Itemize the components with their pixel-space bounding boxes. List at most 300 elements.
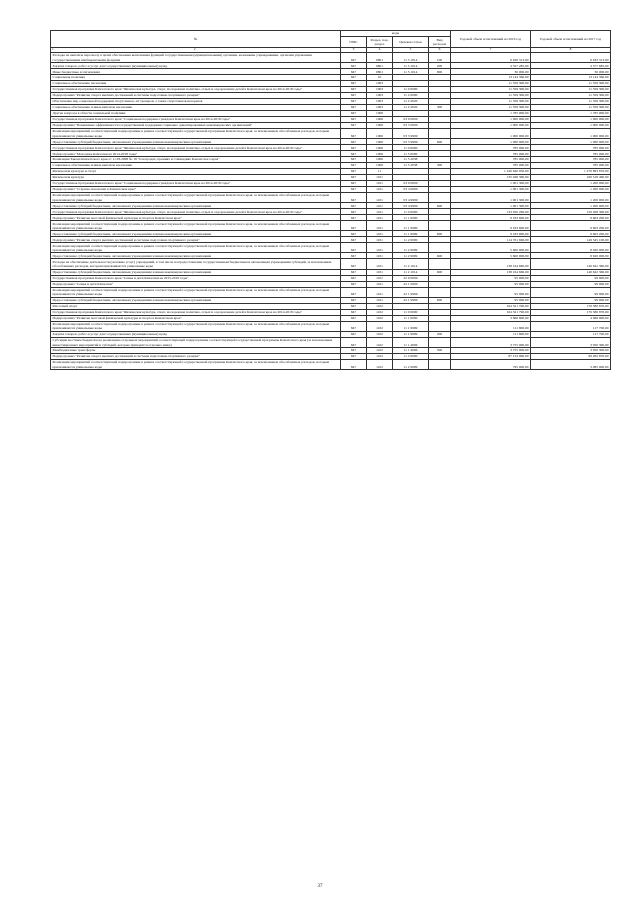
row-name: Социальное обеспечение населения bbox=[51, 81, 341, 87]
row-target-article: 03 5 9999 bbox=[393, 139, 429, 145]
row-razdel: 1006 bbox=[367, 128, 393, 138]
row-amount-2017: 11 359 300,00 bbox=[531, 105, 611, 111]
row-razdel: 1102 bbox=[367, 321, 393, 331]
row-name: Предоставление субсидий бюджетным, автономным учреждениям и иным некоммерческим организациям bbox=[51, 297, 341, 303]
row-razdel: 1003 bbox=[367, 87, 393, 93]
row-amount-2016: 1 001 300,00 bbox=[451, 187, 531, 193]
row-name: Социальное обеспечение и иные выплаты населению bbox=[51, 105, 341, 111]
header-2016: Годовой объем ассигнований на 2016 год bbox=[451, 31, 531, 48]
budget-table bbox=[50, 30, 611, 370]
row-razdel: 1006 bbox=[367, 122, 393, 128]
row-target-article: 11 1 0000 bbox=[393, 315, 429, 321]
row-name: Подпрограмма "Повышение эффективности государственной поддержки социально ориентированных некоммерческих организаций" bbox=[51, 122, 341, 128]
row-razdel: 1006 bbox=[367, 139, 393, 145]
column-number: 1 bbox=[52, 47, 54, 52]
header-tsel: Целевая статья bbox=[393, 37, 429, 48]
row-razdel: 1101 bbox=[367, 259, 393, 269]
row-target-article: 11 1 9999 bbox=[393, 221, 429, 231]
column-number: 5 bbox=[393, 48, 429, 53]
table-row bbox=[51, 128, 611, 138]
row-name: Подпрограмма "Развитие массовой физической культуры и спорта в Камчатском крае" bbox=[51, 215, 341, 221]
row-grbs: 847 bbox=[341, 281, 367, 287]
row-name: Подпрограмма "Развитие спорта высших достижений и системы подготовки спортивного резерва" bbox=[51, 93, 341, 99]
row-amount-2016: 1 785 000,00 bbox=[451, 111, 531, 117]
row-grbs: 847 bbox=[341, 231, 367, 237]
page-number: 37 bbox=[317, 884, 323, 889]
row-grbs: 847 bbox=[341, 354, 367, 360]
row-amount-2017: 149 545 100,00 bbox=[531, 237, 611, 243]
row-grbs: 847 bbox=[341, 169, 367, 175]
row-grbs: 847 bbox=[341, 145, 367, 151]
row-amount-2017: 36 000,00 bbox=[531, 69, 611, 75]
table-row bbox=[51, 221, 611, 231]
row-name: Реализация мероприятий соответствующей подпрограммы в рамках соответствующей государственной программы Камчатского края, за исключением обособленных расходов, которым присваиваются уникальные коды bbox=[51, 128, 341, 138]
row-amount-2016: 138 164 660,00 bbox=[451, 269, 531, 275]
row-expense-type: 200 bbox=[429, 63, 451, 69]
row-razdel: 1101 bbox=[367, 193, 393, 203]
row-name: Реализация мероприятий соответствующей подпрограммы в рамках соответствующей государственной программы Камчатского края, за исключением обособленных расходов, которым присваиваются уникальные коды bbox=[51, 360, 341, 370]
row-razdel: 1102 bbox=[367, 337, 393, 347]
row-amount-2017: 176 580 870,00 bbox=[531, 309, 611, 315]
row-amount-2017: 99 900,00 bbox=[531, 281, 611, 287]
row-razdel: 1102 bbox=[367, 315, 393, 321]
row-target-article: 03 4 0000 bbox=[393, 187, 429, 193]
table-row bbox=[51, 243, 611, 253]
column-number: 8 bbox=[531, 48, 611, 53]
row-grbs: 847 bbox=[341, 315, 367, 321]
row-name: Физическая культура и спорт bbox=[51, 169, 341, 175]
row-razdel: 1102 bbox=[367, 360, 393, 370]
row-grbs: 847 bbox=[341, 111, 367, 117]
row-amount-2017: 3 950 300,00 bbox=[531, 348, 611, 354]
row-grbs: 847 bbox=[341, 243, 367, 253]
row-name: Массовый спорт bbox=[51, 303, 341, 309]
row-amount-2016: 95 000,00 bbox=[451, 275, 531, 281]
row-grbs: 847 bbox=[341, 163, 367, 169]
row-target-article: 11 0 0000 bbox=[393, 87, 429, 93]
row-razdel: 10 bbox=[367, 75, 393, 81]
column-number: 3 bbox=[341, 48, 367, 53]
row-razdel: 1006 bbox=[367, 145, 393, 151]
row-name: Подпрограмма "Молодежь Камчатки на 2014-2018 годы" bbox=[51, 151, 341, 157]
row-name: Государственная программа Камчатского края "Физическая культура, спорт, молодежная политика, отдых и оздоровление детей в Камчатском крае на 2014-2018 годы" bbox=[51, 145, 341, 151]
row-name: Подпрограмма "Старшее поколение в Камчатском крае" bbox=[51, 187, 341, 193]
row-name: Подпрограмма "Развитие спорта высших достижений и системы подготовки спортивного резерва" bbox=[51, 237, 341, 243]
row-target-article: 11 1 9999 bbox=[393, 331, 429, 337]
row-amount-2017: 1 000 000,00 bbox=[531, 116, 611, 122]
row-grbs: 847 bbox=[341, 157, 367, 163]
row-amount-2017: 117 700,00 bbox=[531, 331, 611, 337]
row-name: Реализация мероприятий соответствующей подпрограммы в рамках соответствующей государственной программы Камчатского края, за исключением обособленных расходов, которым присваиваются уникальные коды bbox=[51, 221, 341, 231]
row-target-article: 11 0 0000 bbox=[393, 209, 429, 215]
row-razdel: 1101 bbox=[367, 221, 393, 231]
row-expense-type bbox=[429, 287, 451, 297]
row-name: Другие вопросы в области социальной политики bbox=[51, 111, 341, 117]
row-name: Реализация мероприятий соответствующей подпрограммы в рамках соответствующей государственной программы Камчатского края, за исключением обособленных расходов, которым присваиваются уникальные коды bbox=[51, 243, 341, 253]
row-razdel: 1101 bbox=[367, 269, 393, 275]
row-target-article: 11 2 0000 bbox=[393, 354, 429, 360]
row-amount-2017: 8 920 000,00 bbox=[531, 253, 611, 259]
row-amount-2017: 99 900,00 bbox=[531, 275, 611, 281]
row-name: Реализация мероприятий соответствующей подпрограммы в рамках соответствующей государственной программы Камчатского края, за исключением обособленных расходов, которым присваиваются уникальные коды bbox=[51, 287, 341, 297]
row-amount-2017: 4 068 000,00 bbox=[531, 315, 611, 321]
row-expense-type bbox=[429, 193, 451, 203]
row-razdel: 1003 bbox=[367, 93, 393, 99]
row-amount-2016: 785 000,00 bbox=[451, 157, 531, 163]
row-amount-2016: 11 359 300,00 bbox=[451, 87, 531, 93]
row-grbs: 847 bbox=[341, 128, 367, 138]
row-razdel: 1006 bbox=[367, 116, 393, 122]
row-razdel: 1101 bbox=[367, 243, 393, 253]
row-razdel: 1102 bbox=[367, 331, 393, 337]
row-grbs: 847 bbox=[341, 337, 367, 347]
row-amount-2016: 785 000,00 bbox=[451, 163, 531, 169]
row-expense-type: 600 bbox=[429, 253, 451, 259]
row-target-article: 11 0 0000 bbox=[393, 145, 429, 151]
row-target-article: 11 5 1014 bbox=[393, 52, 429, 62]
table-row bbox=[51, 360, 611, 370]
row-target-article: 22 1 9999 bbox=[393, 287, 429, 297]
row-razdel: 1006 bbox=[367, 163, 393, 169]
column-number: 7 bbox=[451, 48, 531, 53]
row-razdel: 1101 bbox=[367, 237, 393, 243]
row-amount-2016: 1 000 000,00 bbox=[451, 122, 531, 128]
row-amount-2017: 11 359 300,00 bbox=[531, 81, 611, 87]
row-grbs: 847 bbox=[341, 275, 367, 281]
row-target-article: 11 2 2020 bbox=[393, 99, 429, 105]
row-amount-2017: 11 359 300,00 bbox=[531, 87, 611, 93]
row-target-article: 11 0 0000 bbox=[393, 309, 429, 315]
row-amount-2017: 1 200 000,00 bbox=[531, 181, 611, 187]
row-amount-2016: 785 000,00 bbox=[451, 145, 531, 151]
row-razdel: 1101 bbox=[367, 181, 393, 187]
row-grbs: 847 bbox=[341, 321, 367, 331]
row-target-article: 11 5 1014 bbox=[393, 69, 429, 75]
row-razdel: 1003 bbox=[367, 105, 393, 111]
row-name: Социальное обеспечение и иные выплаты населению bbox=[51, 163, 341, 169]
row-amount-2017: 1 785 000,00 bbox=[531, 111, 611, 117]
row-amount-2017: 99 900,00 bbox=[531, 287, 611, 297]
table-row bbox=[51, 321, 611, 331]
row-amount-2016: 11 359 300,00 bbox=[451, 99, 531, 105]
row-expense-type bbox=[429, 337, 451, 347]
row-expense-type: 600 bbox=[429, 297, 451, 303]
row-amount-2017: 3 085 000,00 bbox=[531, 360, 611, 370]
header-num: № bbox=[51, 31, 341, 48]
row-name: Предоставление субсидий бюджетным, автономным учреждениям и иным некоммерческим организациям bbox=[51, 203, 341, 209]
row-name: Предоставление субсидий бюджетным, автономным учреждениям и иным некоммерческим организациям bbox=[51, 269, 341, 275]
row-expense-type: 100 bbox=[429, 52, 451, 62]
row-name: Обеспечение мер социальной поддержки спортсменов, их тренеров, а также спортсменов-ветеранов bbox=[51, 99, 341, 105]
row-target-article: 11 2 2020 bbox=[393, 105, 429, 111]
row-target-article: 11 5 2038 bbox=[393, 163, 429, 169]
row-target-article: 11 2 9999 bbox=[393, 360, 429, 370]
row-amount-2017: 11 359 300,00 bbox=[531, 99, 611, 105]
table-body bbox=[51, 48, 611, 370]
row-name: Реализация мероприятий соответствующей подпрограммы в рамках соответствующей государственной программы Камчатского края, за исключением обособленных расходов, которым присваиваются уникальные коды bbox=[51, 193, 341, 203]
row-name: Субсидии местным бюджетам на реализацию отдельных мероприятий соответствующей подпрограммы соответствующей государственной программы Камчатского края (за исключением инвестиционных мероприятий и субсидий, которые приводятся отдельно ниже) bbox=[51, 337, 341, 347]
row-razdel: 1102 bbox=[367, 309, 393, 315]
row-amount-2016: 111 800,00 bbox=[451, 321, 531, 331]
row-name: Реализация мероприятий соответствующей подпрограммы в рамках соответствующей государственной программы Камчатского края, за исключением обособленных расходов, которым присваиваются уникальные коды bbox=[51, 321, 341, 331]
row-amount-2017: 140 622 360,00 bbox=[531, 259, 611, 269]
budget-page bbox=[50, 30, 610, 370]
row-name: Государственная программа Камчатского края "Социальная поддержка граждан в Камчатском крае на 2014-2018 годы" bbox=[51, 181, 341, 187]
row-grbs: 847 bbox=[341, 105, 367, 111]
row-name: Государственная программа Камчатского края "Физическая культура, спорт, молодежная политика, отдых и оздоровление детей в Камчатском крае на 2014-2018 годы" bbox=[51, 209, 341, 215]
row-amount-2017: 785 000,00 bbox=[531, 151, 611, 157]
row-expense-type: 500 bbox=[429, 348, 451, 354]
column-number: 4 bbox=[367, 48, 393, 53]
row-target-article: 11 5 0000 bbox=[393, 151, 429, 157]
row-amount-2017: 11 359 300,00 bbox=[531, 93, 611, 99]
row-name: Государственная программа Камчатского края "Социальная поддержка граждан в Камчатском крае на 2014-2018 годы" bbox=[51, 116, 341, 122]
row-grbs: 847 bbox=[341, 139, 367, 145]
row-grbs: 847 bbox=[341, 193, 367, 203]
row-amount-2017: 785 000,00 bbox=[531, 145, 611, 151]
row-razdel: 1102 bbox=[367, 303, 393, 309]
row-name: Закупка товаров, работ и услуг для государственных (муниципальных) нужд bbox=[51, 63, 341, 69]
row-razdel: 1101 bbox=[367, 253, 393, 259]
row-amount-2017: 3 950 300,00 bbox=[531, 337, 611, 347]
row-grbs: 847 bbox=[341, 331, 367, 337]
row-target-article: 22 1 9999 bbox=[393, 297, 429, 303]
row-name: Государственная программа Камчатского края "Физическая культура, спорт, молодежная политика, отдых и оздоровление детей в Камчатском крае на 2014-2018 годы" bbox=[51, 87, 341, 93]
row-grbs: 847 bbox=[341, 287, 367, 297]
row-grbs: 847 bbox=[341, 215, 367, 221]
row-amount-2016: 138 164 660,00 bbox=[451, 259, 531, 269]
row-razdel: 1006 bbox=[367, 151, 393, 157]
row-amount-2016: 4 357 285,00 bbox=[451, 63, 531, 69]
row-grbs: 847 bbox=[341, 209, 367, 215]
row-razdel: 1003 bbox=[367, 81, 393, 87]
table-row bbox=[51, 287, 611, 297]
row-amount-2016: 13 144 360,00 bbox=[451, 75, 531, 81]
row-grbs: 847 bbox=[341, 116, 367, 122]
row-razdel: 1101 bbox=[367, 281, 393, 287]
row-razdel: 1101 bbox=[367, 215, 393, 221]
row-amount-2017: 176 580 870,00 bbox=[531, 303, 611, 309]
row-razdel: 0801 bbox=[367, 52, 393, 62]
row-amount-2016: 1 000 000,00 bbox=[451, 128, 531, 138]
row-amount-2016: 36 000,00 bbox=[451, 69, 531, 75]
row-target-article: 03 4 9999 bbox=[393, 193, 429, 203]
row-expense-type bbox=[429, 360, 451, 370]
row-razdel: 11 bbox=[367, 169, 393, 175]
row-amount-2017: 1 000 000,00 bbox=[531, 139, 611, 145]
row-expense-type bbox=[429, 243, 451, 253]
row-name: Иные бюджетные ассигнования bbox=[51, 69, 341, 75]
row-amount-2016: 3 866 800,00 bbox=[451, 315, 531, 321]
row-amount-2016: 785 000,00 bbox=[451, 151, 531, 157]
row-amount-2017: 1 200 000,00 bbox=[531, 193, 611, 203]
row-target-article: 03 0 0000 bbox=[393, 181, 429, 187]
row-amount-2016: 87 154 990,00 bbox=[451, 354, 531, 360]
row-expense-type: 600 bbox=[429, 269, 451, 275]
row-amount-2016: 111 800,00 bbox=[451, 331, 531, 337]
column-number: 6 bbox=[429, 48, 451, 53]
row-target-article: 11 5 1014 bbox=[393, 63, 429, 69]
row-name: Предоставление субсидий бюджетным, автономным учреждениям и иным некоммерческим организациям bbox=[51, 139, 341, 145]
row-expense-type bbox=[429, 321, 451, 331]
row-name: Подпрограмма "Семья и дети Камчатки" bbox=[51, 281, 341, 287]
row-name: Расходы на обеспечение деятельности (оказание услуг) учреждений, в том числе на предоставление государственным бюджетным и автономным учреждениям субсидий, за исключением обособленных расходов, которым присваиваются уникальные коды bbox=[51, 259, 341, 269]
row-grbs: 847 bbox=[341, 303, 367, 309]
row-grbs: 847 bbox=[341, 360, 367, 370]
row-razdel: 1101 bbox=[367, 203, 393, 209]
row-razdel: 1101 bbox=[367, 175, 393, 181]
header-codes-group: коды bbox=[341, 31, 451, 37]
row-target-article: 03 5 9999 bbox=[393, 128, 429, 138]
row-target-article: 11 1 9999 bbox=[393, 321, 429, 331]
row-grbs: 847 bbox=[341, 348, 367, 354]
column-number: 2 bbox=[193, 47, 196, 52]
row-target-article: 11 2 9999 bbox=[393, 243, 429, 253]
header-row-top bbox=[51, 31, 611, 37]
row-amount-2017: 9 663 200,00 bbox=[531, 215, 611, 221]
row-name: Подпрограмма "Развитие массовой физической культуры и спорта в Камчатском крае" bbox=[51, 315, 341, 321]
row-amount-2016: 6 628 313,00 bbox=[451, 52, 531, 62]
row-amount-2016: 795 000,00 bbox=[451, 360, 531, 370]
row-amount-2017: 99 282 870,00 bbox=[531, 354, 611, 360]
row-amount-2017: 99 900,00 bbox=[531, 297, 611, 303]
row-target-article: 03 4 9999 bbox=[393, 203, 429, 209]
row-amount-2016: 164 321 790,00 bbox=[451, 309, 531, 315]
table-row bbox=[51, 259, 611, 269]
row-target-article: 11 1 4006 bbox=[393, 348, 429, 354]
row-razdel: 1101 bbox=[367, 187, 393, 193]
row-amount-2016: 3 755 000,00 bbox=[451, 348, 531, 354]
row-expense-type: 600 bbox=[429, 139, 451, 145]
row-grbs: 847 bbox=[341, 75, 367, 81]
row-amount-2016: 11 359 300,00 bbox=[451, 105, 531, 111]
row-name: Предоставление субсидий бюджетным, автономным учреждениям и иным некоммерческим организациям bbox=[51, 231, 341, 237]
row-expense-type bbox=[429, 128, 451, 138]
row-amount-2016: 5 600 000,00 bbox=[451, 253, 531, 259]
row-amount-2017: 1 000 000,00 bbox=[531, 128, 611, 138]
row-razdel: 1101 bbox=[367, 287, 393, 297]
header-vid: Вид расходов bbox=[429, 37, 451, 48]
row-expense-type: 600 bbox=[429, 231, 451, 237]
row-amount-2017: 13 144 360,00 bbox=[531, 75, 611, 81]
row-grbs: 847 bbox=[341, 269, 367, 275]
row-grbs: 847 bbox=[341, 99, 367, 105]
row-name: Подпрограмма "Развитие спорта высших достижений и системы подготовки спортивного резерва" bbox=[51, 354, 341, 360]
row-amount-2016: 1 001 300,00 bbox=[451, 181, 531, 187]
row-amount-2017: 6 633 313,00 bbox=[531, 52, 611, 62]
row-razdel: 1003 bbox=[367, 99, 393, 105]
row-amount-2016: 164 321 790,00 bbox=[451, 303, 531, 309]
row-grbs: 847 bbox=[341, 63, 367, 69]
header-2017: Годовой объем ассигнований на 2017 год bbox=[531, 31, 611, 48]
row-name: Физическая культура bbox=[51, 175, 341, 181]
row-amount-2016: 1 240 640 950,00 bbox=[451, 169, 531, 175]
row-name: Межбюджетные трансферты bbox=[51, 348, 341, 354]
row-razdel: 0801 bbox=[367, 69, 393, 75]
row-razdel: 1101 bbox=[367, 209, 393, 215]
row-amount-2016: 9 183 600,00 bbox=[451, 215, 531, 221]
row-grbs: 847 bbox=[341, 253, 367, 259]
row-target-article: 11 2 9999 bbox=[393, 253, 429, 259]
row-amount-2016: 95 000,00 bbox=[451, 281, 531, 287]
row-target-article: 22 0 0000 bbox=[393, 275, 429, 281]
row-razdel: 1101 bbox=[367, 297, 393, 303]
row-name: Расходы на выплаты персоналу в целях обеспечения выполнения функций государственными (муниципальными) органами, казенными учреждениями, органами управления государственными внебюджетными фондами bbox=[51, 52, 341, 62]
row-name: Государственная программа Камчатского края "Физическая культура, спорт, молодежная политика, отдых и оздоровление детей в Камчатском крае на 2014-2018 годы" bbox=[51, 309, 341, 315]
row-grbs: 847 bbox=[341, 309, 367, 315]
row-amount-2016: 1 000 000,00 bbox=[451, 116, 531, 122]
row-grbs: 847 bbox=[341, 297, 367, 303]
row-amount-2016: 1 001 300,00 bbox=[451, 193, 531, 203]
row-razdel: 0801 bbox=[367, 63, 393, 69]
row-name: Социальная политика bbox=[51, 75, 341, 81]
row-expense-type: 300 bbox=[429, 163, 451, 169]
row-target-article: 22 1 0000 bbox=[393, 281, 429, 287]
row-target-article: 11 1 4006 bbox=[393, 337, 429, 347]
table-row bbox=[51, 193, 611, 203]
row-name: Государственная программа Камчатского края "Семья и дети Камчатки на 2015-2018 годы" bbox=[51, 275, 341, 281]
row-target-article: 03 0 0000 bbox=[393, 116, 429, 122]
header-razdel: Раздел, под-раздел bbox=[367, 37, 393, 48]
row-amount-2016: 135 048 360,00 bbox=[451, 175, 531, 181]
row-expense-type: 800 bbox=[429, 69, 451, 75]
row-target-article: 11 1 9999 bbox=[393, 231, 429, 237]
row-amount-2016: 95 000,00 bbox=[451, 287, 531, 297]
row-grbs: 847 bbox=[341, 181, 367, 187]
row-amount-2016: 9 183 600,00 bbox=[451, 231, 531, 237]
row-amount-2017: 1 200 000,00 bbox=[531, 203, 611, 209]
row-amount-2016: 95 000,00 bbox=[451, 297, 531, 303]
row-amount-2017: 159 208 300,00 bbox=[531, 209, 611, 215]
row-amount-2016: 9 183 600,00 bbox=[451, 221, 531, 231]
row-target-article: 11 2 0000 bbox=[393, 93, 429, 99]
row-grbs: 847 bbox=[341, 151, 367, 157]
row-grbs: 847 bbox=[341, 187, 367, 193]
row-amount-2017: 1 270 893 870,00 bbox=[531, 169, 611, 175]
header-grbs: ГРБС bbox=[341, 37, 367, 48]
row-target-article: 11 1 0000 bbox=[393, 215, 429, 221]
row-name: Предоставление субсидий бюджетным, автономным учреждениям и иным некоммерческим организациям bbox=[51, 253, 341, 259]
row-amount-2016: 11 359 300,00 bbox=[451, 81, 531, 87]
row-amount-2017: 9 663 200,00 bbox=[531, 221, 611, 231]
row-target-article: 11 2 1014 bbox=[393, 259, 429, 269]
row-amount-2017: 140 622 360,00 bbox=[531, 269, 611, 275]
row-grbs: 847 bbox=[341, 221, 367, 231]
row-amount-2016: 114 761 660,00 bbox=[451, 237, 531, 243]
row-amount-2016: 11 359 300,00 bbox=[451, 93, 531, 99]
row-expense-type: 200 bbox=[429, 331, 451, 337]
row-expense-type bbox=[429, 259, 451, 269]
row-amount-2017: 8 920 000,00 bbox=[531, 243, 611, 253]
row-grbs: 847 bbox=[341, 87, 367, 93]
row-grbs: 847 bbox=[341, 69, 367, 75]
row-razdel: 1101 bbox=[367, 275, 393, 281]
row-razdel: 1006 bbox=[367, 111, 393, 117]
row-amount-2017: 785 000,00 bbox=[531, 157, 611, 163]
row-amount-2017: 160 518 460,00 bbox=[531, 175, 611, 181]
row-name: Реализация Закона Камчатского края от 11.03.2008 № 18 "О наградах, премиях и стипендиях Камчатского края" bbox=[51, 157, 341, 163]
row-target-article: 11 2 1014 bbox=[393, 269, 429, 275]
row-grbs: 847 bbox=[341, 122, 367, 128]
row-expense-type bbox=[429, 221, 451, 231]
row-razdel: 1101 bbox=[367, 231, 393, 237]
row-grbs: 847 bbox=[341, 81, 367, 87]
row-amount-2016: 1 000 000,00 bbox=[451, 139, 531, 145]
row-grbs: 847 bbox=[341, 237, 367, 243]
row-grbs: 847 bbox=[341, 259, 367, 269]
row-razdel: 1102 bbox=[367, 348, 393, 354]
row-amount-2017: 4 577 685,00 bbox=[531, 63, 611, 69]
